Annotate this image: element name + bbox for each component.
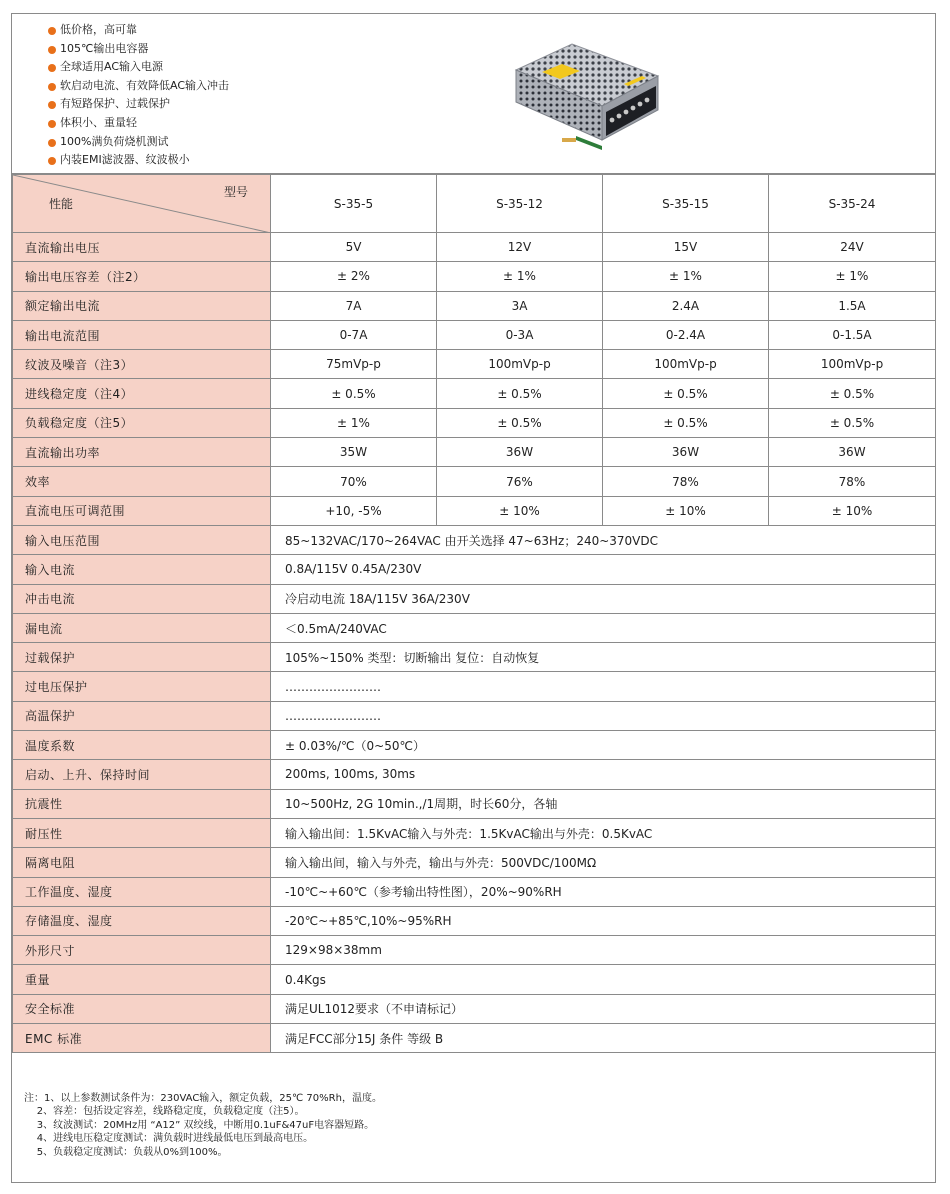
- spec-label: 纹波及噪音（注3）: [13, 350, 271, 379]
- spec-label: 输入电流: [13, 555, 271, 584]
- spec-value: 70%: [271, 467, 437, 496]
- bullet-icon: [48, 46, 56, 54]
- feature-item: [48, 114, 229, 133]
- spec-label: 直流输出电压: [13, 233, 271, 262]
- spec-value: 输入输出间：1.5KvAC输入与外壳：1.5KvAC输出与外壳：0.5KvAC: [271, 818, 936, 847]
- feature-text: 105℃输出电容器: [60, 41, 149, 55]
- spec-value: 78%: [769, 467, 936, 496]
- note-line: 5、负载稳定度测试：负载从0%到100%。: [24, 1146, 228, 1158]
- feature-item: [48, 133, 229, 152]
- spec-value: 24V: [769, 233, 936, 262]
- spec-value: 0-1.5A: [769, 320, 936, 349]
- spec-value: ± 1%: [769, 262, 936, 291]
- note-line: 4、进线电压稳定度测试：满负载时进线最低电压到最高电压。: [24, 1133, 314, 1145]
- note-line: 3、纹波测试：20MHz用 “A12” 双绞线，中断用0.1uF&47uF电容器短路。: [24, 1119, 375, 1131]
- spec-value: ± 0.5%: [271, 379, 437, 408]
- bullet-icon: [48, 139, 56, 147]
- spec-row: [13, 320, 936, 349]
- spec-value: 15V: [603, 233, 769, 262]
- spec-value: ± 0.03%/℃（0~50℃）: [271, 731, 936, 760]
- spec-label: 输入电压范围: [13, 525, 271, 554]
- spec-value: 100mVp-p: [437, 350, 603, 379]
- spec-value: ± 0.5%: [603, 408, 769, 437]
- spec-label: 存储温度、湿度: [13, 906, 271, 935]
- spec-value: 12V: [437, 233, 603, 262]
- spec-label: 温度系数: [13, 731, 271, 760]
- feature-item: [48, 77, 229, 96]
- spec-row-wide: [13, 672, 936, 701]
- spec-value: ± 0.5%: [603, 379, 769, 408]
- spec-label: 外形尺寸: [13, 936, 271, 965]
- spec-row-wide: [13, 1024, 936, 1053]
- spec-row-wide: [13, 643, 936, 672]
- note-line: 2、容差：包括设定容差，线路稳定度，负载稳定度（注5）。: [24, 1106, 305, 1118]
- feature-text: 内装EMI滤波器、纹波极小: [60, 153, 190, 167]
- spec-row-wide: [13, 848, 936, 877]
- feature-list: [48, 21, 229, 170]
- note-line: 注：1、以上参数测试条件为：230VAC输入，额定负载，25℃ 70%Rh，温度。: [24, 1093, 382, 1104]
- feature-text: 100%满负荷烧机测试: [60, 134, 169, 148]
- spec-value: 0-2.4A: [603, 320, 769, 349]
- performance-label: 性能: [49, 197, 74, 211]
- spec-label: 输出电压容差（注2）: [13, 262, 271, 291]
- spec-label: 输出电流范围: [13, 320, 271, 349]
- spec-label: 抗震性: [13, 789, 271, 818]
- spec-value: 85~132VAC/170~264VAC 由开关选择 47~63Hz；240~370VDC: [271, 525, 936, 554]
- spec-label: 冲击电流: [13, 584, 271, 613]
- spec-row-wide: [13, 877, 936, 906]
- spec-value: ± 0.5%: [437, 408, 603, 437]
- feature-text: 软启动电流、有效降低AC输入冲击: [60, 78, 230, 92]
- spec-row: [13, 467, 936, 496]
- feature-item: [48, 40, 229, 59]
- features-panel: [12, 14, 935, 174]
- spec-label: 效率: [13, 467, 271, 496]
- spec-value: 5V: [271, 233, 437, 262]
- model-header: S-35-12: [437, 175, 603, 233]
- spec-value: ＜0.5mA/240VAC: [271, 613, 936, 642]
- spec-value: 36W: [603, 438, 769, 467]
- feature-text: 体积小、重量轻: [60, 115, 137, 129]
- spec-label: 启动、上升、保持时间: [13, 760, 271, 789]
- spec-value: ± 2%: [271, 262, 437, 291]
- spec-value: -10℃~+60℃（参考输出特性图），20%~90%RH: [271, 877, 936, 906]
- spec-row-wide: [13, 613, 936, 642]
- spec-label: 安全标准: [13, 994, 271, 1023]
- spec-value: 3A: [437, 291, 603, 320]
- spec-value: 35W: [271, 438, 437, 467]
- spec-value: ± 0.5%: [769, 408, 936, 437]
- spec-table: [12, 174, 936, 1053]
- spec-label: 负载稳定度（注5）: [13, 408, 271, 437]
- spec-label: 隔离电阻: [13, 848, 271, 877]
- spec-value: 100mVp-p: [769, 350, 936, 379]
- spec-value: 满足UL1012要求（不申请标记）: [271, 994, 936, 1023]
- bullet-icon: [48, 101, 56, 109]
- spec-row: [13, 350, 936, 379]
- spec-value: 78%: [603, 467, 769, 496]
- spec-label: 直流输出功率: [13, 438, 271, 467]
- spec-label: 过载保护: [13, 643, 271, 672]
- spec-value: 10~500Hz, 2G 10min.,/1周期，时长60分，各轴: [271, 789, 936, 818]
- spec-row-wide: [13, 525, 936, 554]
- spec-value: 0.8A/115V 0.45A/230V: [271, 555, 936, 584]
- feature-text: 有短路保护、过载保护: [60, 97, 170, 111]
- spec-label: 进线稳定度（注4）: [13, 379, 271, 408]
- model-header: S-35-5: [271, 175, 437, 233]
- spec-label: 直流电压可调范围: [13, 496, 271, 525]
- spec-value: -20℃~+85℃,10%~95%RH: [271, 906, 936, 935]
- spec-value: 76%: [437, 467, 603, 496]
- spec-value: 0-7A: [271, 320, 437, 349]
- spec-row: [13, 438, 936, 467]
- spec-sheet: [11, 13, 936, 1183]
- model-header: S-35-24: [769, 175, 936, 233]
- spec-row-wide: [13, 965, 936, 994]
- spec-value: 0-3A: [437, 320, 603, 349]
- spec-value: ……………………: [271, 701, 936, 730]
- feature-item: [48, 151, 229, 170]
- bullet-icon: [48, 157, 56, 165]
- spec-value: 36W: [437, 438, 603, 467]
- spec-label: 工作温度、湿度: [13, 877, 271, 906]
- bullet-icon: [48, 64, 56, 72]
- model-label: 型号: [223, 185, 248, 199]
- feature-item: [48, 95, 229, 114]
- spec-label: 过电压保护: [13, 672, 271, 701]
- spec-value: 0.4Kgs: [271, 965, 936, 994]
- spec-label: 高温保护: [13, 701, 271, 730]
- header-row: [13, 175, 936, 233]
- header-corner-cell: [13, 175, 271, 233]
- model-header: S-35-15: [603, 175, 769, 233]
- spec-value: 满足FCC部分15J 条件 等级 B: [271, 1024, 936, 1053]
- spec-row: [13, 233, 936, 262]
- spec-value: 75mVp-p: [271, 350, 437, 379]
- bullet-icon: [48, 27, 56, 35]
- feature-text: 全球适用AC输入电源: [60, 60, 164, 74]
- spec-row: [13, 291, 936, 320]
- spec-value: ……………………: [271, 672, 936, 701]
- spec-value: 36W: [769, 438, 936, 467]
- spec-value: ± 1%: [603, 262, 769, 291]
- spec-value: ± 1%: [437, 262, 603, 291]
- spec-label: 重量: [13, 965, 271, 994]
- spec-row-wide: [13, 584, 936, 613]
- spec-value: 105%~150% 类型：切断输出 复位：自动恢复: [271, 643, 936, 672]
- spec-row: [13, 262, 936, 291]
- feature-text: 低价格，高可靠: [60, 23, 137, 36]
- notes: [24, 1092, 382, 1159]
- bullet-icon: [48, 83, 56, 91]
- spec-label: 漏电流: [13, 613, 271, 642]
- feature-item: [48, 21, 229, 40]
- feature-item: [48, 58, 229, 77]
- spec-row-wide: [13, 994, 936, 1023]
- spec-row-wide: [13, 936, 936, 965]
- bullet-icon: [48, 120, 56, 128]
- spec-row-wide: [13, 818, 936, 847]
- spec-row-wide: [13, 789, 936, 818]
- spec-label: 额定输出电流: [13, 291, 271, 320]
- spec-value: ± 10%: [769, 496, 936, 525]
- spec-value: ± 0.5%: [437, 379, 603, 408]
- spec-value: ± 10%: [437, 496, 603, 525]
- spec-value: +10, -5%: [271, 496, 437, 525]
- spec-row-wide: [13, 731, 936, 760]
- spec-value: 1.5A: [769, 291, 936, 320]
- spec-label: EMC 标准: [13, 1024, 271, 1053]
- spec-value: 冷启动电流 18A/115V 36A/230V: [271, 584, 936, 613]
- spec-row: [13, 496, 936, 525]
- spec-label: 耐压性: [13, 818, 271, 847]
- spec-value: 输入输出间，输入与外壳，输出与外壳：500VDC/100MΩ: [271, 848, 936, 877]
- spec-value: 129×98×38mm: [271, 936, 936, 965]
- spec-value: 100mVp-p: [603, 350, 769, 379]
- spec-value: ± 10%: [603, 496, 769, 525]
- spec-value: ± 1%: [271, 408, 437, 437]
- spec-row-wide: [13, 555, 936, 584]
- spec-value: ± 0.5%: [769, 379, 936, 408]
- spec-row-wide: [13, 701, 936, 730]
- power-supply-image: [506, 36, 672, 154]
- spec-row: [13, 408, 936, 437]
- spec-row-wide: [13, 760, 936, 789]
- spec-row-wide: [13, 906, 936, 935]
- spec-row: [13, 379, 936, 408]
- spec-value: 200ms, 100ms, 30ms: [271, 760, 936, 789]
- spec-value: 2.4A: [603, 291, 769, 320]
- spec-value: 7A: [271, 291, 437, 320]
